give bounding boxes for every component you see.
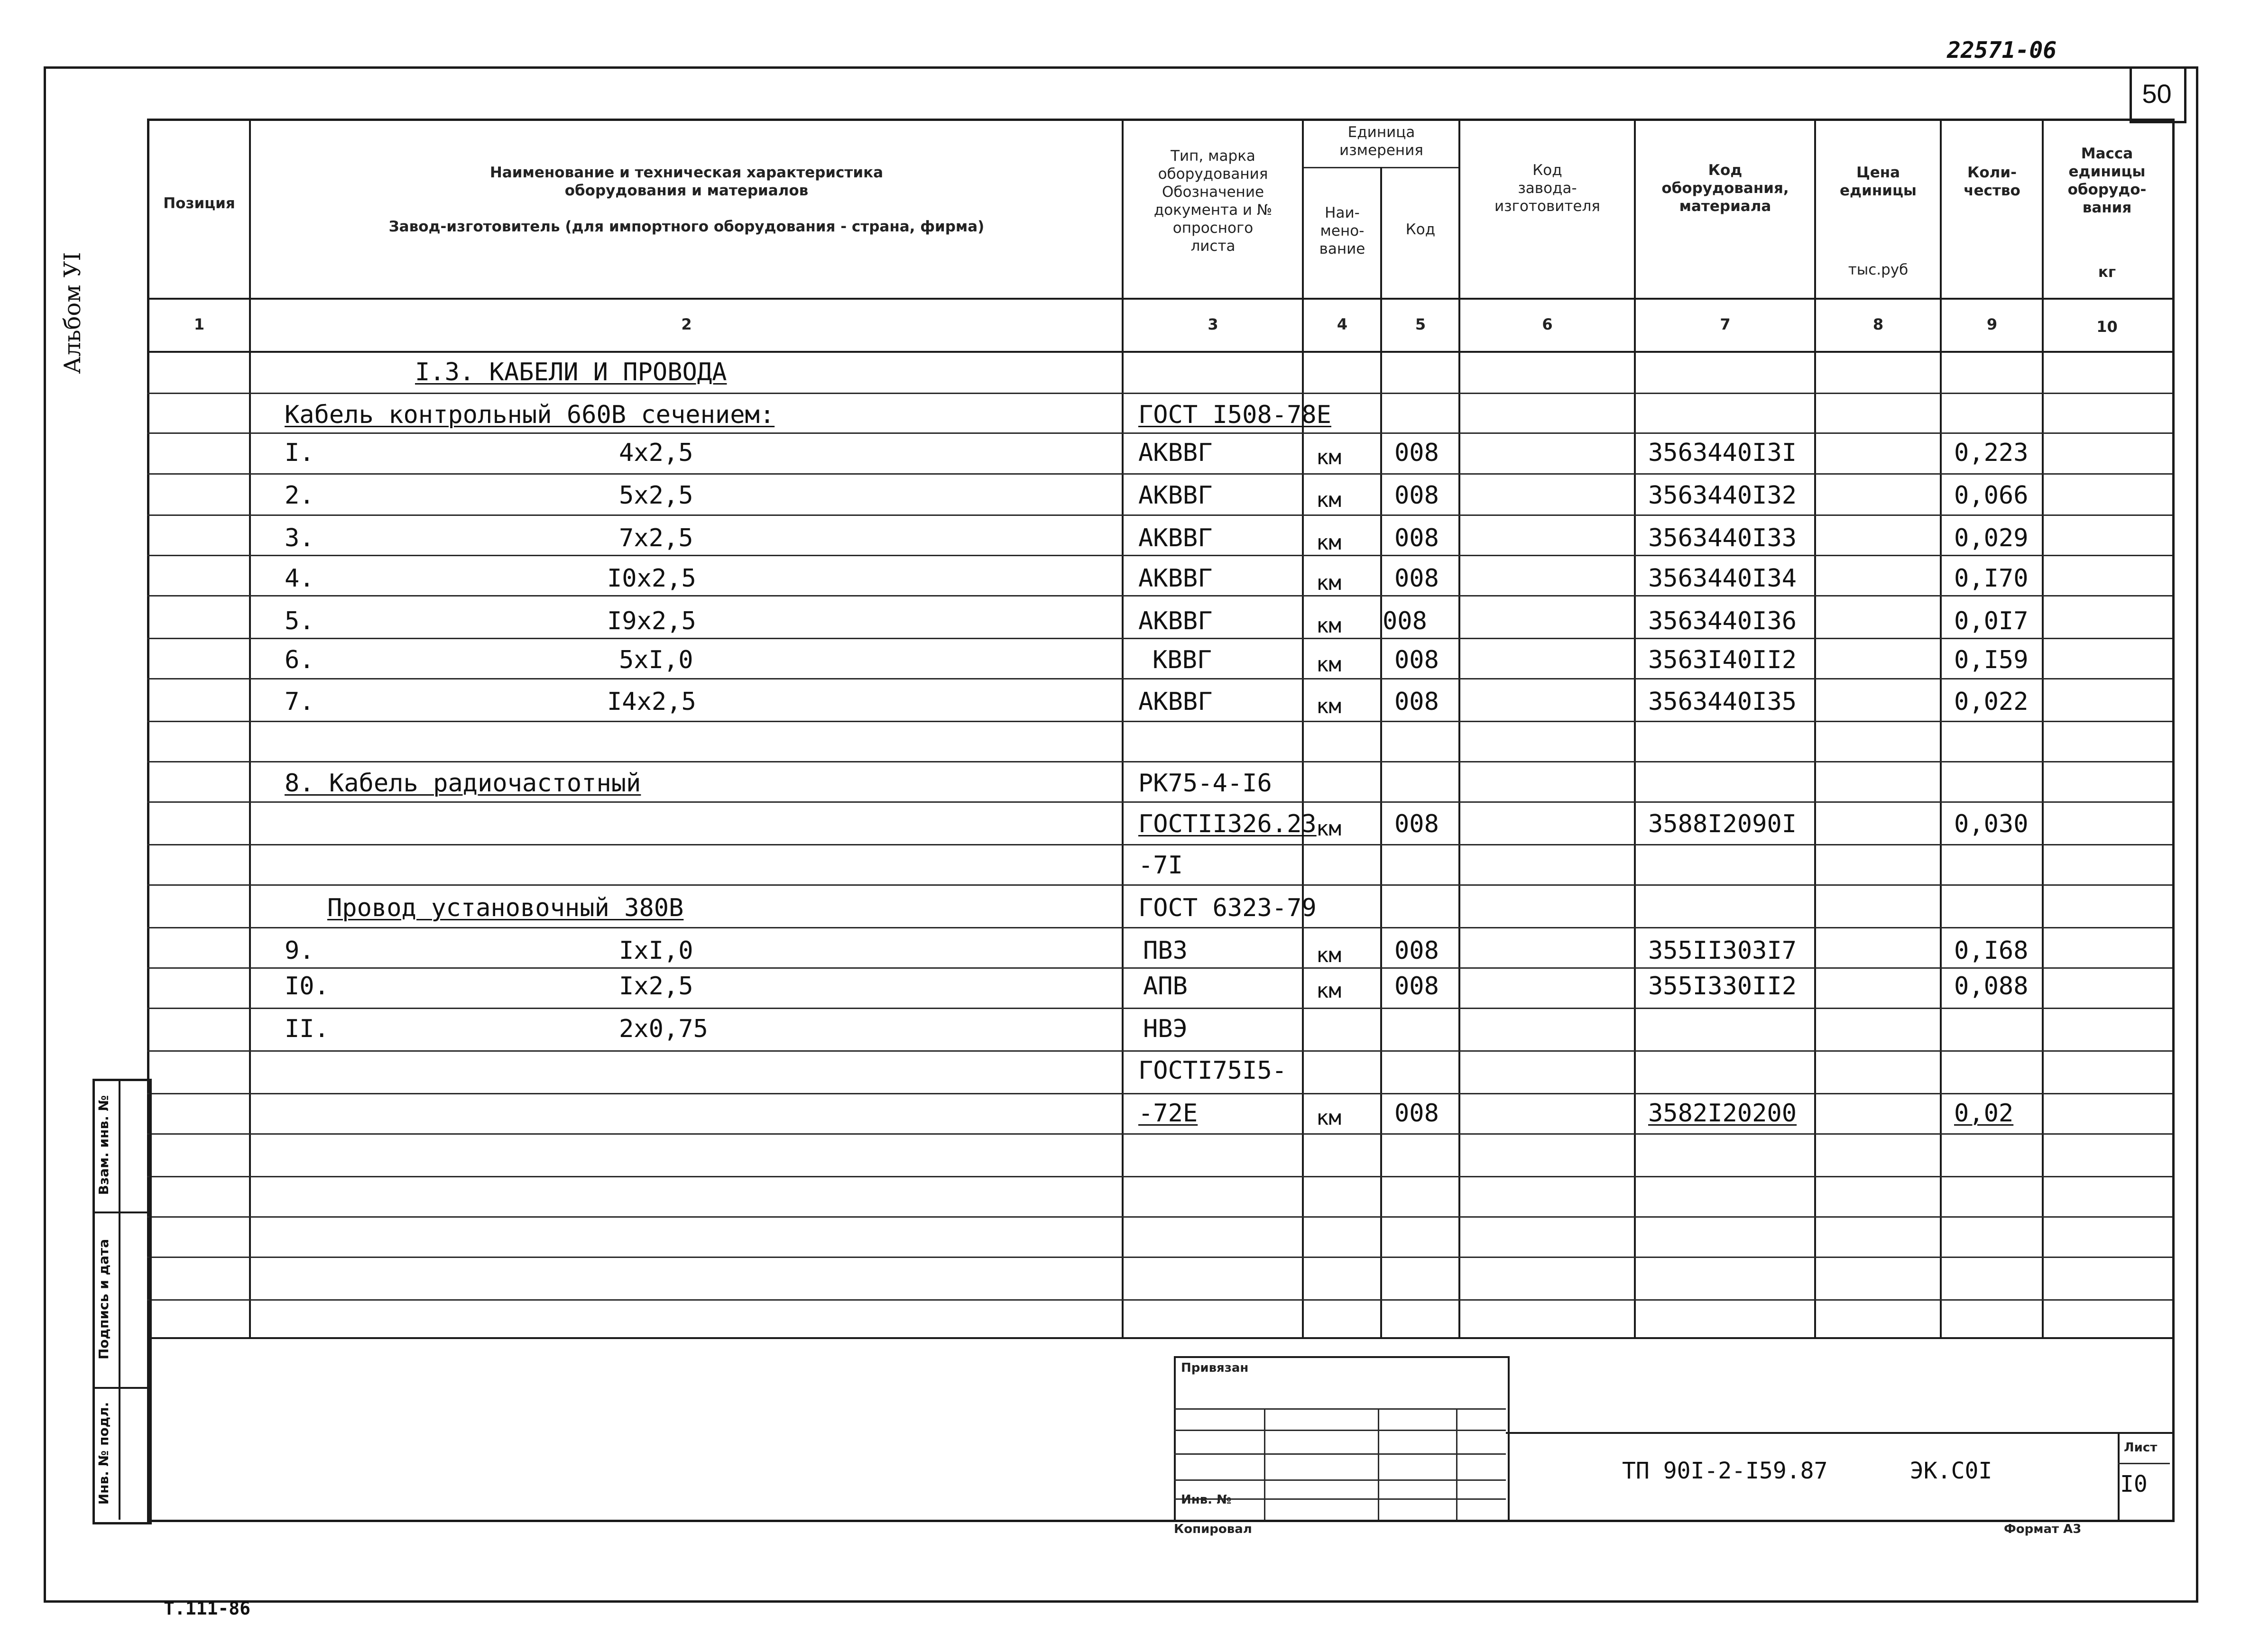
unit-code-cell: 008 bbox=[1394, 646, 1439, 674]
sheet-label: Лист bbox=[2124, 1441, 2158, 1455]
position-cell: 7. bbox=[285, 688, 314, 716]
item-code-cell: 3563440I33 bbox=[1648, 524, 1797, 552]
unit-code-cell: 008 bbox=[1394, 524, 1439, 552]
type-cell: АКВВГ bbox=[1138, 481, 1213, 510]
header-unit-name: Наи- мено- вание bbox=[1319, 204, 1365, 257]
type-cell: АКВВГ bbox=[1138, 688, 1213, 716]
item-name-cell: 8. Кабель радиочастотный bbox=[285, 769, 641, 798]
header-unit-code: Код bbox=[1405, 221, 1436, 238]
unit-cell: км bbox=[1316, 1106, 1341, 1130]
spec-cell: I9х2,5 bbox=[607, 607, 696, 635]
main-table-frame bbox=[147, 119, 2175, 1340]
unit-cell: км bbox=[1316, 817, 1341, 841]
spec-cell: 4х2,5 bbox=[619, 439, 693, 467]
spec-cell: IхI,0 bbox=[619, 936, 693, 965]
sheet-number: I0 bbox=[2120, 1471, 2148, 1497]
title-block bbox=[147, 1337, 2175, 1522]
side-label-vzam: Взам. инв. № bbox=[96, 1095, 111, 1195]
quantity-cell: 0,029 bbox=[1954, 524, 2029, 552]
side-label-inv: Инв. № подл. bbox=[96, 1402, 111, 1505]
col-number: 8 bbox=[1872, 315, 1884, 333]
quantity-cell: 0,066 bbox=[1954, 481, 2029, 510]
item-code-cell: 3582I20200 bbox=[1648, 1099, 1797, 1128]
unit-code-cell: 008 bbox=[1394, 688, 1439, 716]
item-code-cell: 355II303I7 bbox=[1648, 936, 1797, 965]
header-type: Тип, марка оборудования Обозначение документа и № опросного листа bbox=[1153, 147, 1273, 255]
type-cell: -7I bbox=[1138, 851, 1183, 880]
item-code-cell: 3563I40II2 bbox=[1648, 646, 1797, 674]
unit-code-cell: 008 bbox=[1394, 810, 1439, 838]
privyazan-label: Привязан bbox=[1181, 1361, 1249, 1375]
type-cell: НВЭ bbox=[1143, 1015, 1188, 1043]
spec-cell: I4х2,5 bbox=[607, 688, 696, 716]
spec-cell: 5хI,0 bbox=[619, 646, 693, 674]
type-cell: ГОСТI75I5- bbox=[1138, 1056, 1287, 1085]
header-mass: Масса единицы оборудо- вания bbox=[2067, 145, 2147, 216]
page-number: 50 bbox=[2142, 79, 2172, 109]
unit-cell: км bbox=[1316, 614, 1341, 638]
col-number: 1 bbox=[194, 315, 205, 333]
spec-cell: 5х2,5 bbox=[619, 481, 693, 510]
quantity-cell: 0,I70 bbox=[1954, 564, 2029, 593]
col-number: 5 bbox=[1415, 315, 1426, 333]
album-label: Альбом УI bbox=[59, 252, 86, 374]
unit-code-cell: 008 bbox=[1394, 1099, 1439, 1128]
header-position: Позиция bbox=[163, 195, 235, 212]
unit-code-cell: 008 bbox=[1394, 439, 1439, 467]
position-cell: 5. bbox=[285, 607, 314, 635]
unit-code-cell: 008 bbox=[1383, 607, 1427, 635]
col-number: 9 bbox=[1986, 315, 1998, 333]
quantity-cell: 0,088 bbox=[1954, 972, 2029, 1000]
col-number: 7 bbox=[1720, 315, 1731, 333]
type-cell: АКВВГ bbox=[1138, 607, 1213, 635]
unit-code-cell: 008 bbox=[1394, 564, 1439, 593]
item-code-cell: 3563440I32 bbox=[1648, 481, 1797, 510]
position-cell: I. bbox=[285, 439, 314, 467]
header-name: Наименование и техническая характеристика оборудования и материалов Завод-изготовитель (для импортного оборудования - страна, фирма) bbox=[388, 164, 985, 235]
position-cell: 4. bbox=[285, 564, 314, 593]
unit-cell: км bbox=[1316, 445, 1341, 469]
group-title: Провод установочный 380В bbox=[327, 894, 684, 922]
type-cell: АКВВГ bbox=[1138, 564, 1213, 593]
document-designation: ТП 90I-2-I59.87 ЭК.С0I bbox=[1622, 1458, 1992, 1484]
quantity-cell: 0,I59 bbox=[1954, 646, 2029, 674]
col-number: 3 bbox=[1208, 315, 1218, 333]
type-cell: -72Е bbox=[1138, 1099, 1198, 1128]
form-code: Т.111-86 bbox=[164, 1598, 251, 1619]
format-label: Формат А3 bbox=[2004, 1522, 2082, 1536]
spec-cell: 7х2,5 bbox=[619, 524, 693, 552]
unit-cell: км bbox=[1316, 979, 1341, 1003]
unit-cell: км bbox=[1316, 694, 1341, 718]
side-label-podpis: Подпись и дата bbox=[96, 1239, 111, 1360]
unit-cell: км bbox=[1316, 571, 1341, 595]
unit-code-cell: 008 bbox=[1394, 936, 1439, 965]
type-cell: РК75-4-I6 bbox=[1138, 769, 1272, 798]
header-mass-unit: кг bbox=[2098, 264, 2116, 281]
position-cell: 2. bbox=[285, 481, 314, 510]
type-cell: ПВ3 bbox=[1143, 936, 1188, 965]
header-item-code: Код оборудования, материала bbox=[1661, 162, 1789, 215]
header-plant-code: Код завода- изготовителя bbox=[1494, 162, 1600, 215]
position-cell: II. bbox=[285, 1015, 329, 1043]
item-code-cell: 3563440I36 bbox=[1648, 607, 1797, 635]
quantity-cell: 0,223 bbox=[1954, 439, 2029, 467]
header-quantity: Коли- чество bbox=[1964, 164, 2020, 199]
spec-cell: I0х2,5 bbox=[607, 564, 696, 593]
quantity-cell: 0,I68 bbox=[1954, 936, 2029, 965]
item-code-cell: 3563440I35 bbox=[1648, 688, 1797, 716]
unit-code-cell: 008 bbox=[1394, 481, 1439, 510]
position-cell: 9. bbox=[285, 936, 314, 965]
item-code-cell: 3588I2090I bbox=[1648, 810, 1797, 838]
copied-label: Копировал bbox=[1174, 1522, 1252, 1536]
type-cell: ГОСТ I508-78Е bbox=[1138, 401, 1331, 429]
inv-number-label: Инв. № bbox=[1181, 1493, 1232, 1507]
type-cell: АКВВГ bbox=[1138, 524, 1213, 552]
type-cell: ГОСТII326.23 bbox=[1138, 810, 1317, 838]
quantity-cell: 0,022 bbox=[1954, 688, 2029, 716]
unit-code-cell: 008 bbox=[1394, 972, 1439, 1000]
type-cell: КВВГ bbox=[1153, 646, 1212, 674]
section-title: I.3. КАБЕЛИ И ПРОВОДА bbox=[415, 358, 727, 386]
unit-cell: км bbox=[1316, 488, 1341, 512]
spec-cell: 2х0,75 bbox=[619, 1015, 708, 1043]
col-number: 2 bbox=[681, 315, 692, 333]
item-code-cell: 355I330II2 bbox=[1648, 972, 1797, 1000]
position-cell: 3. bbox=[285, 524, 314, 552]
spec-cell: Iх2,5 bbox=[619, 972, 693, 1000]
position-cell: I0. bbox=[285, 972, 329, 1000]
group-title: Кабель контрольный 660В сечением: bbox=[285, 401, 775, 429]
quantity-cell: 0,0I7 bbox=[1954, 607, 2029, 635]
position-cell: 6. bbox=[285, 646, 314, 674]
unit-cell: км bbox=[1316, 531, 1341, 555]
unit-cell: км bbox=[1316, 652, 1341, 677]
header-price: Цена единицы bbox=[1840, 164, 1917, 199]
doc-number: 22571-06 bbox=[1947, 37, 2057, 64]
header-price-unit: тыс.руб bbox=[1848, 261, 1909, 278]
col-number: 6 bbox=[1542, 315, 1553, 333]
item-code-cell: 3563440I34 bbox=[1648, 564, 1797, 593]
header-unit-group: Единица измерения bbox=[1339, 124, 1423, 159]
type-cell: ГОСТ 6323-79 bbox=[1138, 894, 1317, 922]
col-number: 4 bbox=[1337, 315, 1348, 333]
quantity-cell: 0,030 bbox=[1954, 810, 2029, 838]
type-cell: АКВВГ bbox=[1138, 439, 1213, 467]
item-code-cell: 3563440I3I bbox=[1648, 439, 1797, 467]
type-cell: АПВ bbox=[1143, 972, 1188, 1000]
col-number: 10 bbox=[2096, 318, 2118, 336]
unit-cell: км bbox=[1316, 943, 1341, 967]
quantity-cell: 0,02 bbox=[1954, 1099, 2014, 1128]
